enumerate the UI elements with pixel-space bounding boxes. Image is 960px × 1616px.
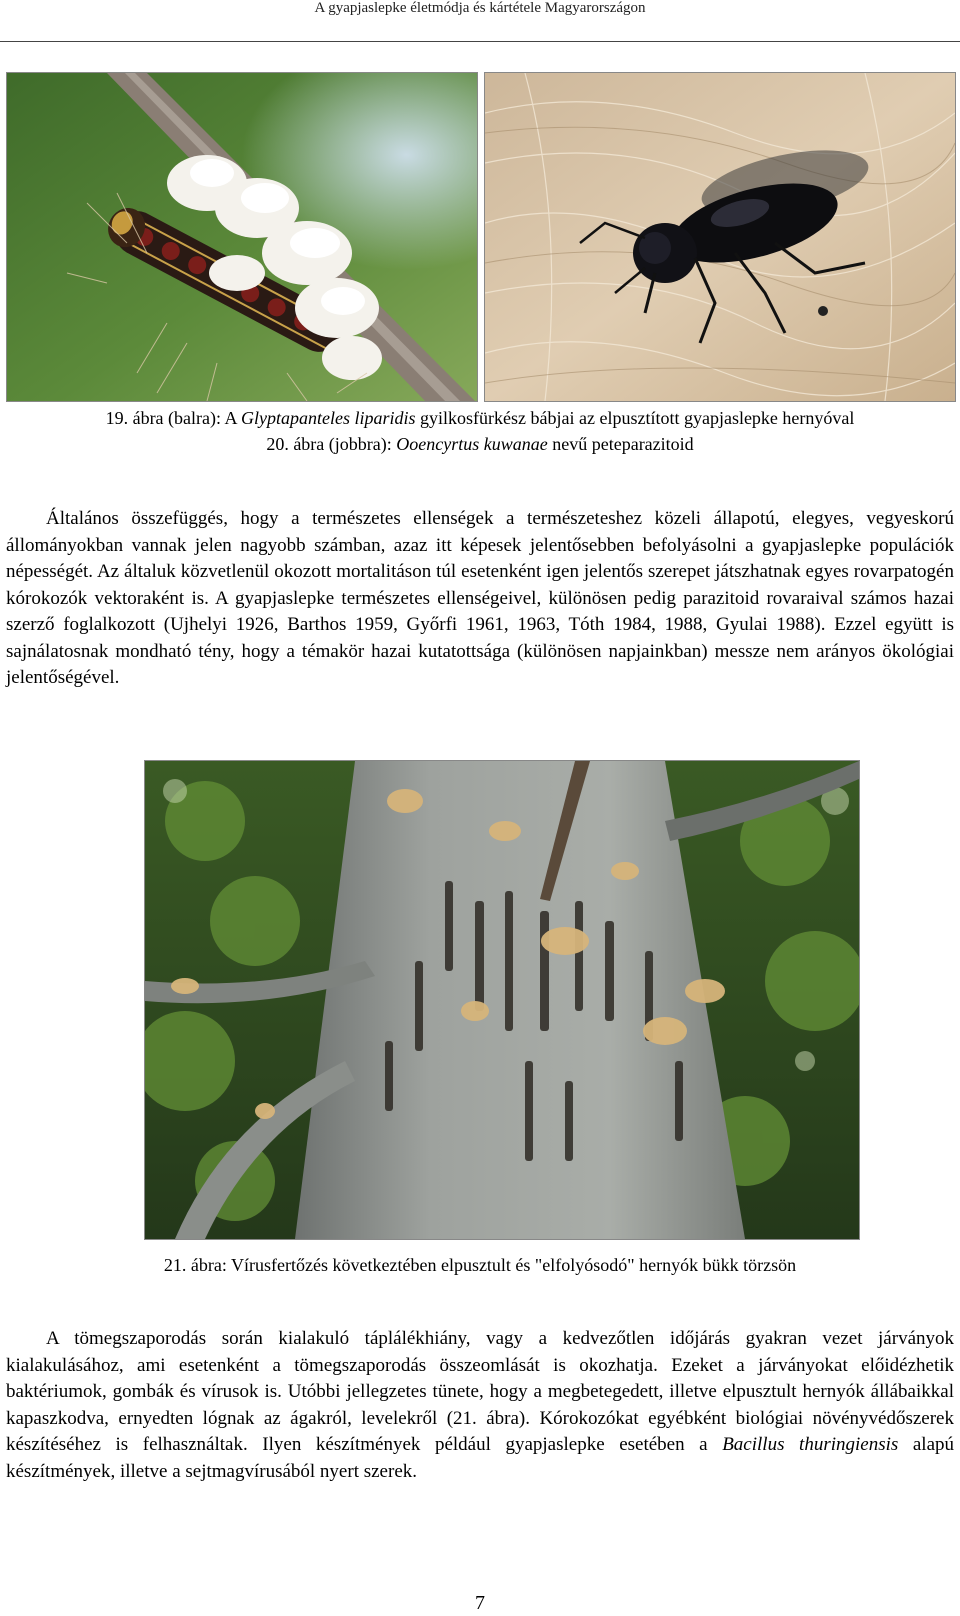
figure-19-caption bbox=[0, 405, 960, 431]
figure-21-photo bbox=[144, 760, 860, 1240]
paragraph-1-text: Általános összefüggés, hogy a természetes ellenségek a természeteshez közeli állapotú, elegyes, vegyeskorú állományokban vannak jelen nagyobb számban, azaz itt képesek jelentősebben befolyásolni a gyapjaslepke populációk népességét. Az általuk közvetlenül okozott mortalitáson túl esetenként igen jelentős szerepet játszhatnak egyes rovarpatogén kórokozók vektoraként is. A gyapjaslepke természetes ellenségeivel, különösen pedig parazitoid rovaraival számos hazai szerző foglalkozott (Ujhelyi 1926, Barthos 1959, Győrfi 1961, 1963, Tóth 1984, 1988, Gyulai 1988). Ezzel együtt is sajnálatosnak mondható tény, hogy a témakör hazai kutatottsága (különösen napjainkban) messze nem arányos ökológiai jelentőségével. bbox=[6, 508, 954, 688]
paragraph-2-text-before: A tömegszaporodás során kialakuló táplálékhiány, vagy a kedvezőtlen időjárás gyakran vezet járványok kialakulásához, ami esetenként a tömegszaporodás összeomlását is okozhatja. Ezeket a járványokat előidézhetik baktériumok, gombák és vírusok is. Utóbbi jellegzetes tünete, hogy a megbetegedett, illetve elpusztult hernyók állábaikkal kapaszkodva, ernyedten lógnak az ágakról, levelekről (21. ábra). Kórokozókat egyébként biológiai növényvédőszerek készítéséhez is felhasználtak. Ilyen készítmények például gyapjaslepke esetében a bbox=[6, 1328, 954, 1455]
figure-20-caption-prefix: 20. ábra (jobbra): bbox=[266, 434, 397, 454]
paragraph-natural-enemies bbox=[6, 506, 954, 692]
figure-21-caption-text: 21. ábra: Vírusfertőzés következtében elpusztult és "elfolyósodó" hernyók bükk törzsön bbox=[163, 1255, 797, 1275]
paragraph-2-species: Bacillus thuringiensis bbox=[722, 1434, 899, 1455]
figure-20-caption bbox=[0, 431, 960, 457]
paragraph-2-text-after: alapú készítmények, illetve a sejtmagvírusából nyert szerek. bbox=[6, 1434, 954, 1482]
header-title: A gyapjaslepke életmódja és kártétele Magyarországon bbox=[314, 0, 646, 16]
header-rule bbox=[0, 41, 960, 42]
figure-19-caption-prefix: 19. ábra (balra): A bbox=[105, 408, 242, 428]
figure-19-caption-suffix: gyilkosfürkész bábjai az elpusztított gyapjaslepke hernyóval bbox=[415, 408, 855, 428]
wasp-image bbox=[485, 73, 955, 401]
figure-20-caption-species: Ooencyrtus kuwanae bbox=[396, 434, 548, 454]
figure-20-photo bbox=[484, 72, 956, 402]
figure-19-photo bbox=[6, 72, 478, 402]
figure-19-caption-species: Glyptapanteles liparidis bbox=[241, 408, 416, 428]
page-number: 7 bbox=[475, 1592, 485, 1614]
beech-trunk-image bbox=[145, 761, 859, 1239]
paragraph-epidemics bbox=[6, 1326, 954, 1485]
figure-21-caption bbox=[0, 1252, 960, 1278]
caterpillar-image bbox=[7, 73, 477, 401]
figure-20-caption-suffix: nevű peteparazitoid bbox=[547, 434, 694, 454]
running-header bbox=[0, 0, 960, 40]
